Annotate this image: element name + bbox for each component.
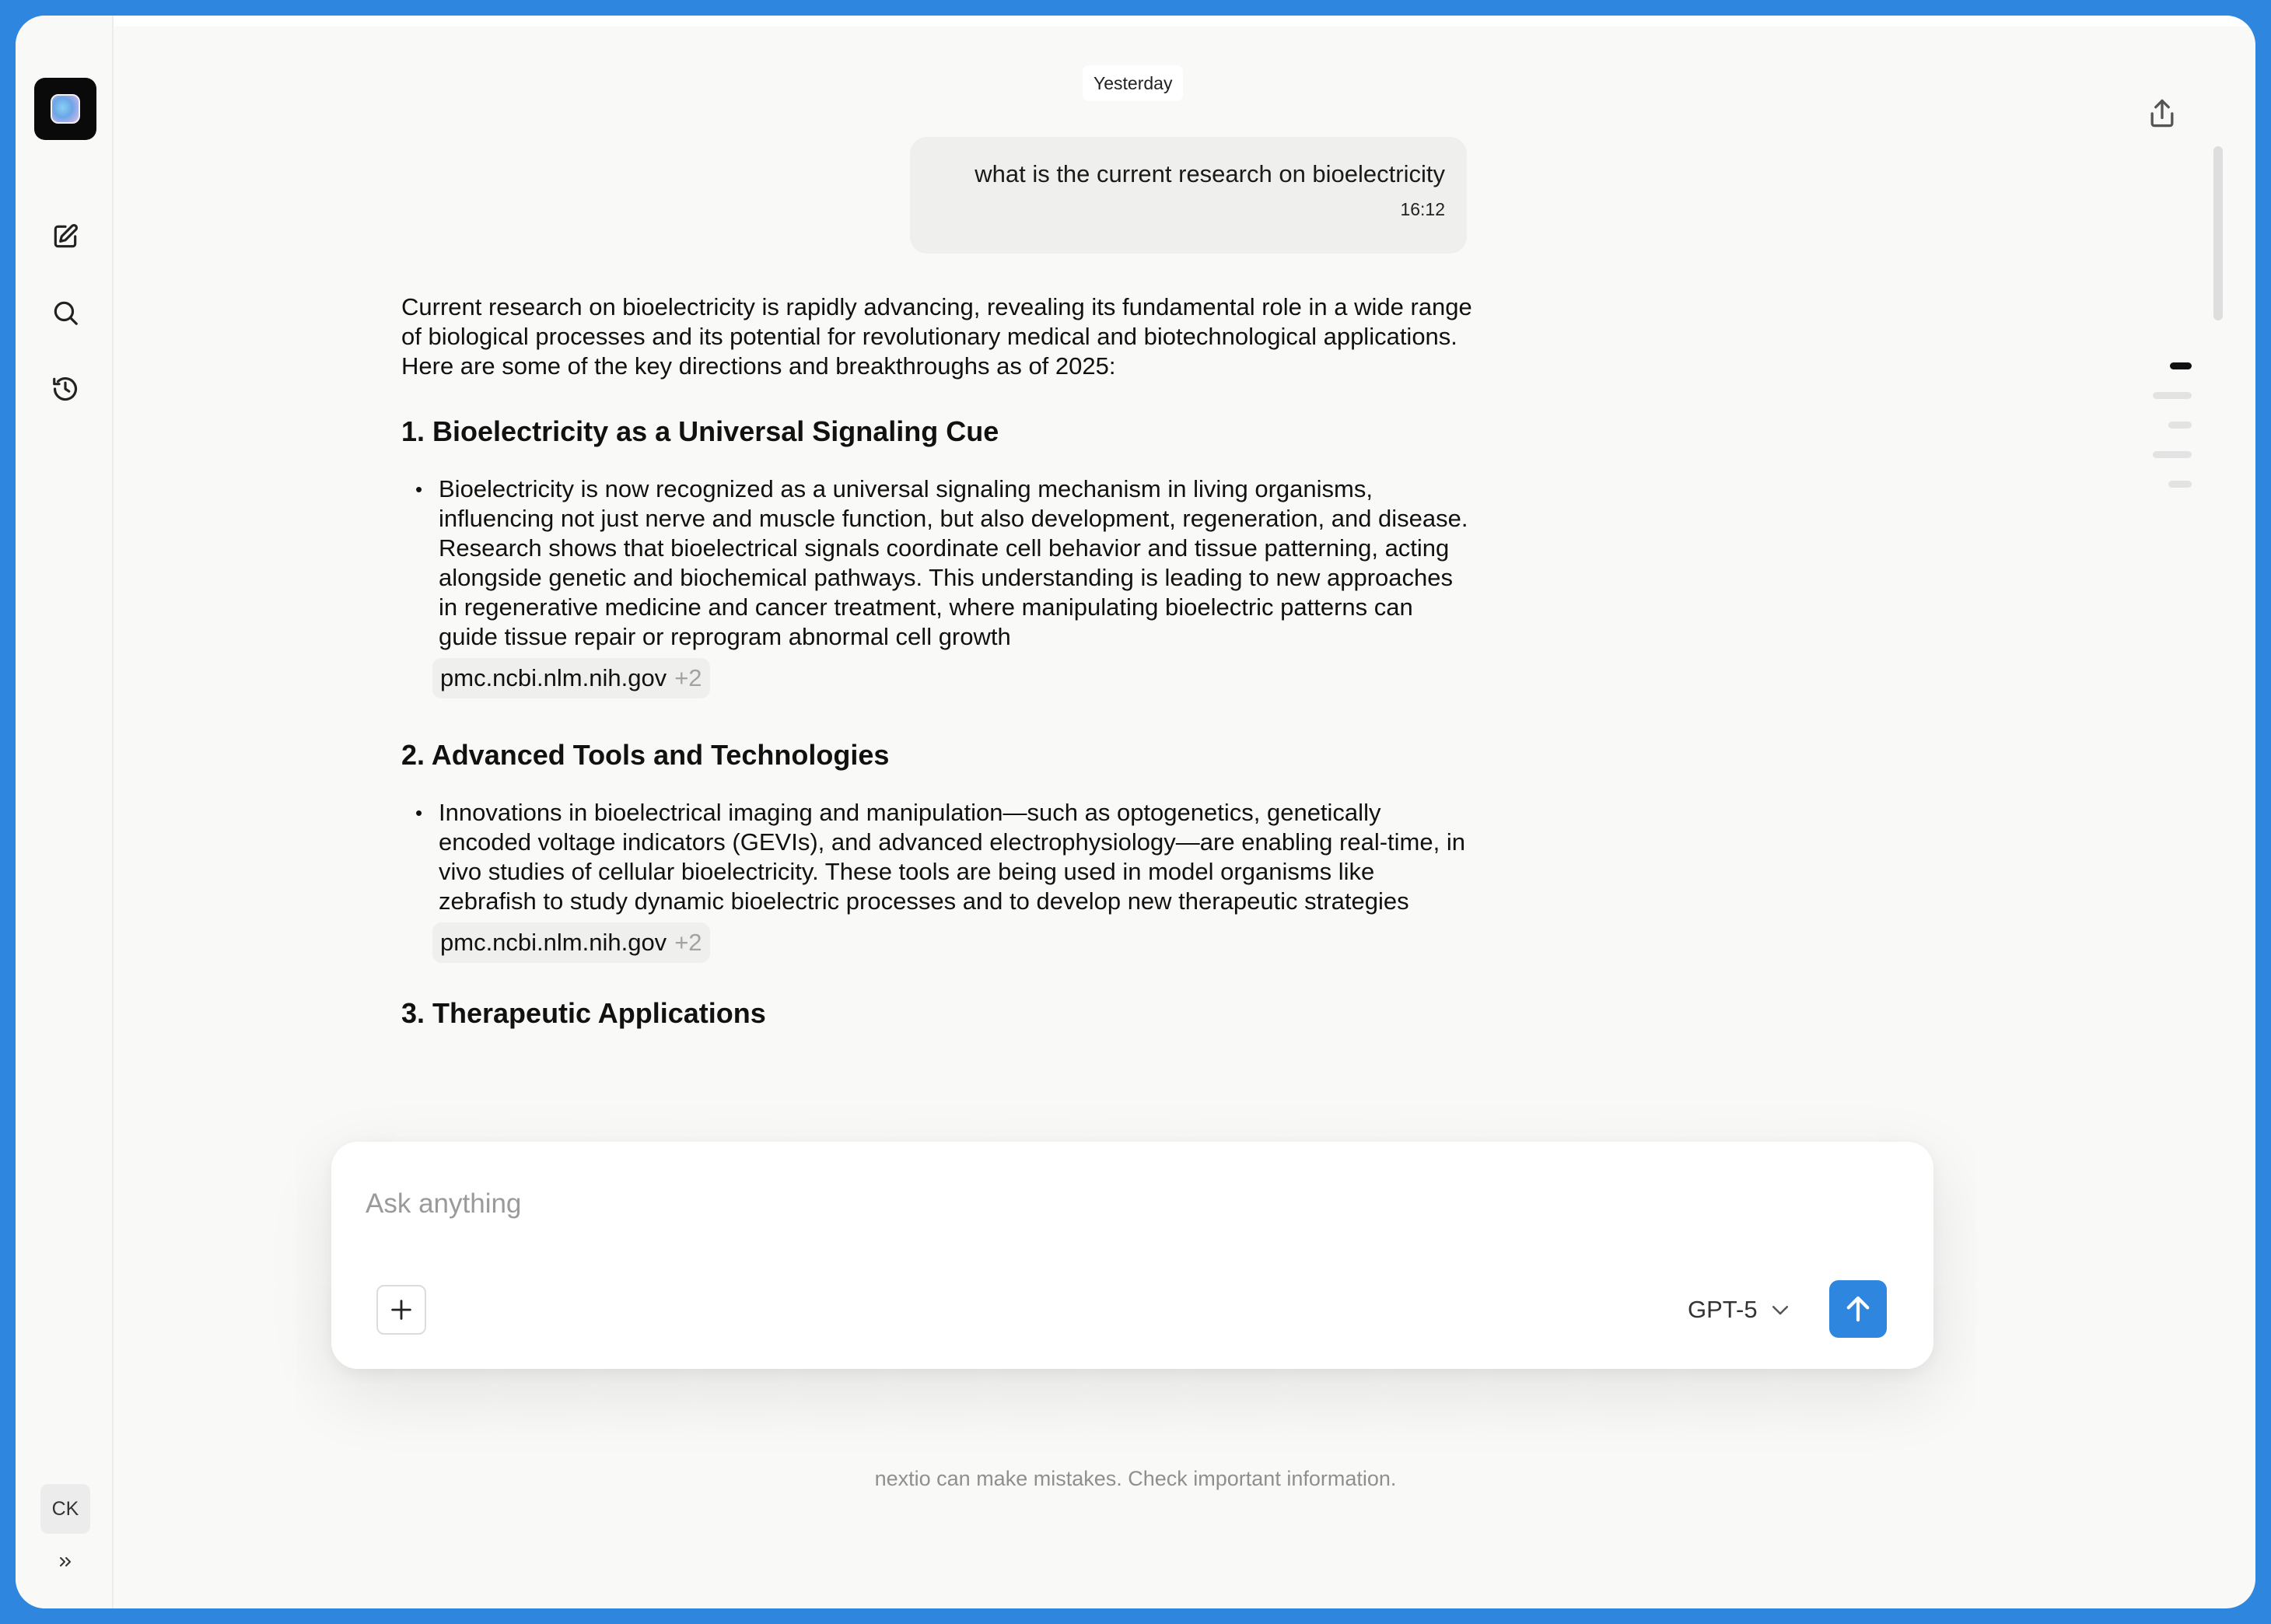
- source-more-count: +2: [674, 929, 702, 956]
- history-button[interactable]: [39, 362, 92, 415]
- source-domain: pmc.ncbi.nlm.nih.gov: [440, 929, 667, 956]
- scrollbar-thumb[interactable]: [2213, 146, 2223, 320]
- section: [401, 739, 1475, 963]
- list-item: [401, 474, 1475, 652]
- list-item-text: Innovations in bioelectrical imaging and manipulation—such as optogenetics, genetically encoded voltage indicators (GEVIs), and advanced electrophysiology—are enabling real-time, in vivo studies of cellular bioelectricity. These tools are being used in model organisms like zebrafish to study dynamic bioelectric processes and to develop new therapeutic strategies: [439, 799, 1465, 915]
- conversation-minimap: [2145, 362, 2192, 510]
- bullet-dot: •: [415, 801, 423, 824]
- avatar[interactable]: CK: [40, 1484, 90, 1534]
- section-heading: 2. Advanced Tools and Technologies: [401, 739, 890, 771]
- send-button[interactable]: [1829, 1280, 1887, 1338]
- minimap-marker[interactable]: [2168, 422, 2192, 429]
- chevron-down-icon: [1769, 1298, 1792, 1321]
- bullet-dot: •: [415, 478, 423, 501]
- model-selector[interactable]: [1688, 1286, 1792, 1333]
- arrow-up-icon: [1842, 1293, 1874, 1325]
- sidebar: [16, 16, 114, 1608]
- minimap-marker-active[interactable]: [2170, 362, 2192, 369]
- attach-button[interactable]: [376, 1285, 426, 1335]
- minimap-marker[interactable]: [2153, 451, 2192, 458]
- search-button[interactable]: [39, 286, 92, 339]
- logo-mark: [51, 94, 80, 124]
- section-heading: 3. Therapeutic Applications: [401, 997, 766, 1029]
- section-heading: 1. Bioelectricity as a Universal Signaling Cue: [401, 415, 999, 447]
- disclaimer-text: nextio can make mistakes. Check important information.: [874, 1467, 1397, 1490]
- edit-icon: [51, 222, 80, 251]
- source-domain: pmc.ncbi.nlm.nih.gov: [440, 664, 667, 691]
- app-window: [16, 16, 2255, 1608]
- message-composer: [331, 1142, 1933, 1369]
- minimap-marker[interactable]: [2153, 392, 2192, 399]
- search-icon: [51, 298, 80, 327]
- model-name: GPT-5: [1688, 1296, 1758, 1323]
- top-bar: [114, 16, 2255, 26]
- list-item: [401, 798, 1475, 916]
- share-button[interactable]: [2139, 90, 2185, 137]
- minimap-marker[interactable]: [2168, 481, 2192, 488]
- new-chat-button[interactable]: [39, 210, 92, 263]
- app-logo-icon[interactable]: [34, 78, 96, 140]
- message-timestamp: 16:12: [1400, 199, 1445, 219]
- user-message-text: what is the current research on bioelectricity: [975, 160, 1445, 187]
- message-input[interactable]: [366, 1188, 1765, 1220]
- date-separator: Yesterday: [1083, 65, 1183, 101]
- share-icon: [2145, 96, 2179, 131]
- source-citation[interactable]: [432, 658, 710, 698]
- assistant-message: [401, 292, 1475, 1153]
- chevrons-right-icon: [56, 1552, 75, 1571]
- plus-icon: [388, 1297, 415, 1323]
- source-more-count: +2: [674, 664, 702, 691]
- list-item-text: Bioelectricity is now recognized as a universal signaling mechanism in living organisms, influencing not just nerve and muscle function, but also development, regeneration, and disease. Research shows that bioelectrical signals coordinate cell behavior and tissue patterning, acting alongside genetic and biochemical pathways. This understanding is leading to new approaches in regenerative medicine and cancer treatment, where manipulating bioelectric patterns can guide tissue repair or reprogram abnormal cell growth: [439, 475, 1468, 650]
- user-message: [910, 137, 1467, 254]
- expand-sidebar-button[interactable]: [50, 1546, 81, 1577]
- assistant-intro: Current research on bioelectricity is rapidly advancing, revealing its fundamental role in a wide range of biological processes and its potential for revolutionary medical and biotechnological applications. Here are some of the key directions and breakthroughs as of 2025:: [401, 293, 1472, 380]
- history-icon: [51, 374, 80, 404]
- source-citation[interactable]: [432, 922, 710, 963]
